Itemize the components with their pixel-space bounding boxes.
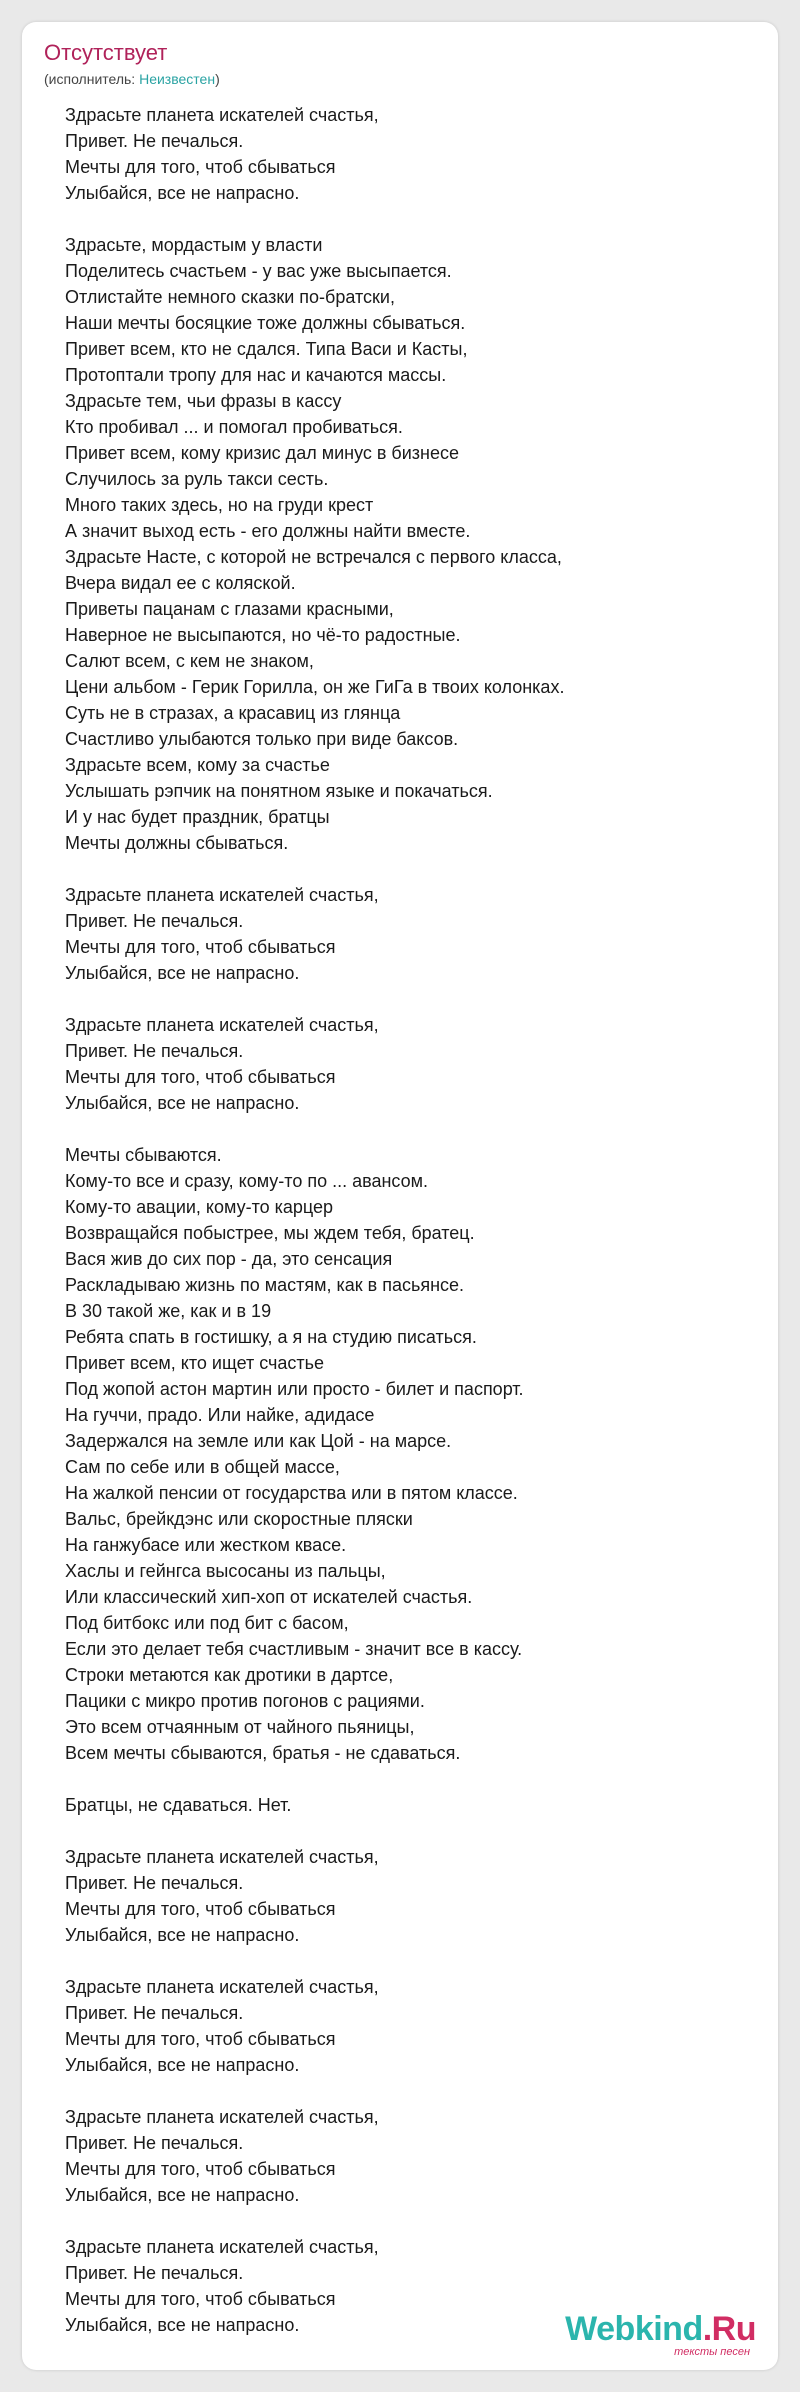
logo-wordmark (565, 2310, 756, 2348)
artist-link[interactable]: Неизвестен (139, 71, 216, 87)
lyrics-line: На ганжубасе или жестком квасе. (65, 1535, 347, 1555)
lyrics-line: Строки метаются как дротики в дартсе, (65, 1665, 394, 1685)
lyrics-stanza (65, 232, 756, 856)
lyrics-line: И у нас будет праздник, братцы (65, 807, 330, 827)
lyrics-line: А значит выход есть - его должны найти вместе. (65, 521, 471, 541)
logo-brand: Webkind (565, 2310, 703, 2348)
logo-tagline: тексты песен (674, 2346, 750, 2358)
lyrics-line: Цени альбом - Герик Горилла, он же ГиГа в твоих колонках. (65, 677, 565, 697)
lyrics-line: Услышать рэпчик на понятном языке и покачаться. (65, 781, 493, 801)
lyrics-line: Привет всем, кто не сдался. Типа Васи и Касты, (65, 339, 468, 359)
lyrics-stanza (65, 1974, 756, 2078)
lyrics-line: Вчера видал ее с коляской. (65, 573, 296, 593)
lyrics-line: Мечты сбываются. (65, 1145, 222, 1165)
lyrics-line: Здрасьте планета искателей счастья, (65, 1015, 379, 1035)
lyrics-line: Мечты для того, чтоб сбываться (65, 2159, 336, 2179)
lyrics-line: Наверное не высыпаются, но чё-то радостные. (65, 625, 461, 645)
lyrics-line: Мечты для того, чтоб сбываться (65, 1067, 336, 1087)
lyrics-line: Привет. Не печалься. (65, 131, 244, 151)
lyrics-line: Здрасьте планета искателей счастья, (65, 1977, 379, 1997)
lyrics-line: Случилось за руль такси сесть. (65, 469, 329, 489)
webkind-logo[interactable] (556, 2310, 756, 2360)
lyrics-line: Здрасьте Насте, с которой не встречался с первого класса, (65, 547, 562, 567)
lyrics-stanza (65, 2104, 756, 2208)
logo-tld: .Ru (702, 2310, 756, 2348)
lyrics-line: Под жопой астон мартин или просто - билет и паспорт. (65, 1379, 524, 1399)
lyrics-stanza (65, 1142, 756, 1766)
lyrics-line: Приветы пацанам с глазами красными, (65, 599, 394, 619)
lyrics-line: Улыбайся, все не напрасно. (65, 2185, 300, 2205)
lyrics-line: Улыбайся, все не напрасно. (65, 1925, 300, 1945)
lyrics-line: Привет. Не печалься. (65, 2003, 244, 2023)
lyrics-line: Здрасьте планета искателей счастья, (65, 885, 379, 905)
lyrics-line: В 30 такой же, как и в 19 (65, 1301, 272, 1321)
lyrics-line: Отлистайте немного сказки по-братски, (65, 287, 395, 307)
lyrics-line: Мечты должны сбываться. (65, 833, 289, 853)
artist-suffix: ) (215, 71, 220, 87)
lyrics-line: Если это делает тебя счастливым - значит все в кассу. (65, 1639, 523, 1659)
lyrics-line: Мечты для того, чтоб сбываться (65, 157, 336, 177)
lyrics-line: Мечты для того, чтоб сбываться (65, 1899, 336, 1919)
lyrics-line: Под битбокс или под бит с басом, (65, 1613, 349, 1633)
lyrics-line: Всем мечты сбываются, братья - не сдаваться. (65, 1743, 461, 1763)
lyrics-line: Мечты для того, чтоб сбываться (65, 2029, 336, 2049)
lyrics-line: Здрасьте планета искателей счастья, (65, 1847, 379, 1867)
lyrics-line: Раскладываю жизнь по мастям, как в пасьянсе. (65, 1275, 465, 1295)
lyrics-stanza (65, 1012, 756, 1116)
song-title: Отсутствует (44, 40, 168, 65)
lyrics-line: Здрасьте планета искателей счастья, (65, 2107, 379, 2127)
lyrics-line: Это всем отчаянным от чайного пьяницы, (65, 1717, 415, 1737)
lyrics-line: Привет. Не печалься. (65, 2263, 244, 2283)
lyrics-stanza (65, 1844, 756, 1948)
lyrics-line: Кому-то авации, кому-то карцер (65, 1197, 334, 1217)
lyrics-line: Или классический хип-хоп от искателей счастья. (65, 1587, 473, 1607)
lyrics-line: Пацики с микро против погонов с рациями. (65, 1691, 425, 1711)
lyrics-line: На гуччи, прадо. Или найке, адидасе (65, 1405, 375, 1425)
lyrics-line: Вальс, брейкдэнс или скоростные пляски (65, 1509, 413, 1529)
lyrics-line: Сам по себе или в общей массе, (65, 1457, 340, 1477)
artist-prefix: (исполнитель: (44, 71, 140, 87)
lyrics-line: Привет. Не печалься. (65, 1873, 244, 1893)
lyrics-line: Улыбайся, все не напрасно. (65, 2315, 300, 2335)
lyrics-line: Возвращайся побыстрее, мы ждем тебя, братец. (65, 1223, 475, 1243)
lyrics-line: Протоптали тропу для нас и качаются массы. (65, 365, 447, 385)
lyrics-line: Ребята спать в гостишку, а я на студию писаться. (65, 1327, 477, 1347)
lyrics-line: Хаслы и гейнгса высосаны из пальцы, (65, 1561, 386, 1581)
lyrics-line: Суть не в стразах, а красавиц из глянца (65, 703, 401, 723)
lyrics-line: Здрасьте тем, чьи фразы в кассу (65, 391, 342, 411)
lyrics-line: Мечты для того, чтоб сбываться (65, 2289, 336, 2309)
lyrics-line: Кому-то все и сразу, кому-то по ... авансом. (65, 1171, 429, 1191)
lyrics-line: Наши мечты босяцкие тоже должны сбываться. (65, 313, 466, 333)
lyrics-line: Здрасьте всем, кому за счастье (65, 755, 330, 775)
lyrics-line: Улыбайся, все не напрасно. (65, 963, 300, 983)
lyrics-line: Привет всем, кто ищет счастье (65, 1353, 325, 1373)
lyrics-body (44, 102, 756, 2338)
lyrics-card (22, 22, 778, 2370)
lyrics-line: Много таких здесь, но на груди крест (65, 495, 374, 515)
lyrics-stanza (65, 1792, 756, 1818)
lyrics-line: Салют всем, с кем не знаком, (65, 651, 314, 671)
lyrics-line: Счастливо улыбаются только при виде баксов. (65, 729, 459, 749)
lyrics-line: Мечты для того, чтоб сбываться (65, 937, 336, 957)
lyrics-line: Привет. Не печалься. (65, 2133, 244, 2153)
lyrics-line: Улыбайся, все не напрасно. (65, 183, 300, 203)
lyrics-line: Привет всем, кому кризис дал минус в бизнесе (65, 443, 460, 463)
lyrics-line: Привет. Не печалься. (65, 911, 244, 931)
lyrics-line: Братцы, не сдаваться. Нет. (65, 1795, 292, 1815)
lyrics-line: Вася жив до сих пор - да, это сенсация (65, 1249, 393, 1269)
lyrics-line: Привет. Не печалься. (65, 1041, 244, 1061)
lyrics-line: Здрасьте, мордастым у власти (65, 235, 323, 255)
lyrics-line: Задержался на земле или как Цой - на марсе. (65, 1431, 452, 1451)
lyrics-stanza (65, 882, 756, 986)
lyrics-line: Здрасьте планета искателей счастья, (65, 105, 379, 125)
lyrics-line: Здрасьте планета искателей счастья, (65, 2237, 379, 2257)
lyrics-line: Кто пробивал ... и помогал пробиваться. (65, 417, 403, 437)
lyrics-line: На жалкой пенсии от государства или в пятом классе. (65, 1483, 518, 1503)
lyrics-line: Улыбайся, все не напрасно. (65, 2055, 300, 2075)
lyrics-stanza (65, 102, 756, 206)
lyrics-line: Улыбайся, все не напрасно. (65, 1093, 300, 1113)
lyrics-line: Поделитесь счастьем - у вас уже высыпается. (65, 261, 452, 281)
artist-line (44, 70, 756, 88)
